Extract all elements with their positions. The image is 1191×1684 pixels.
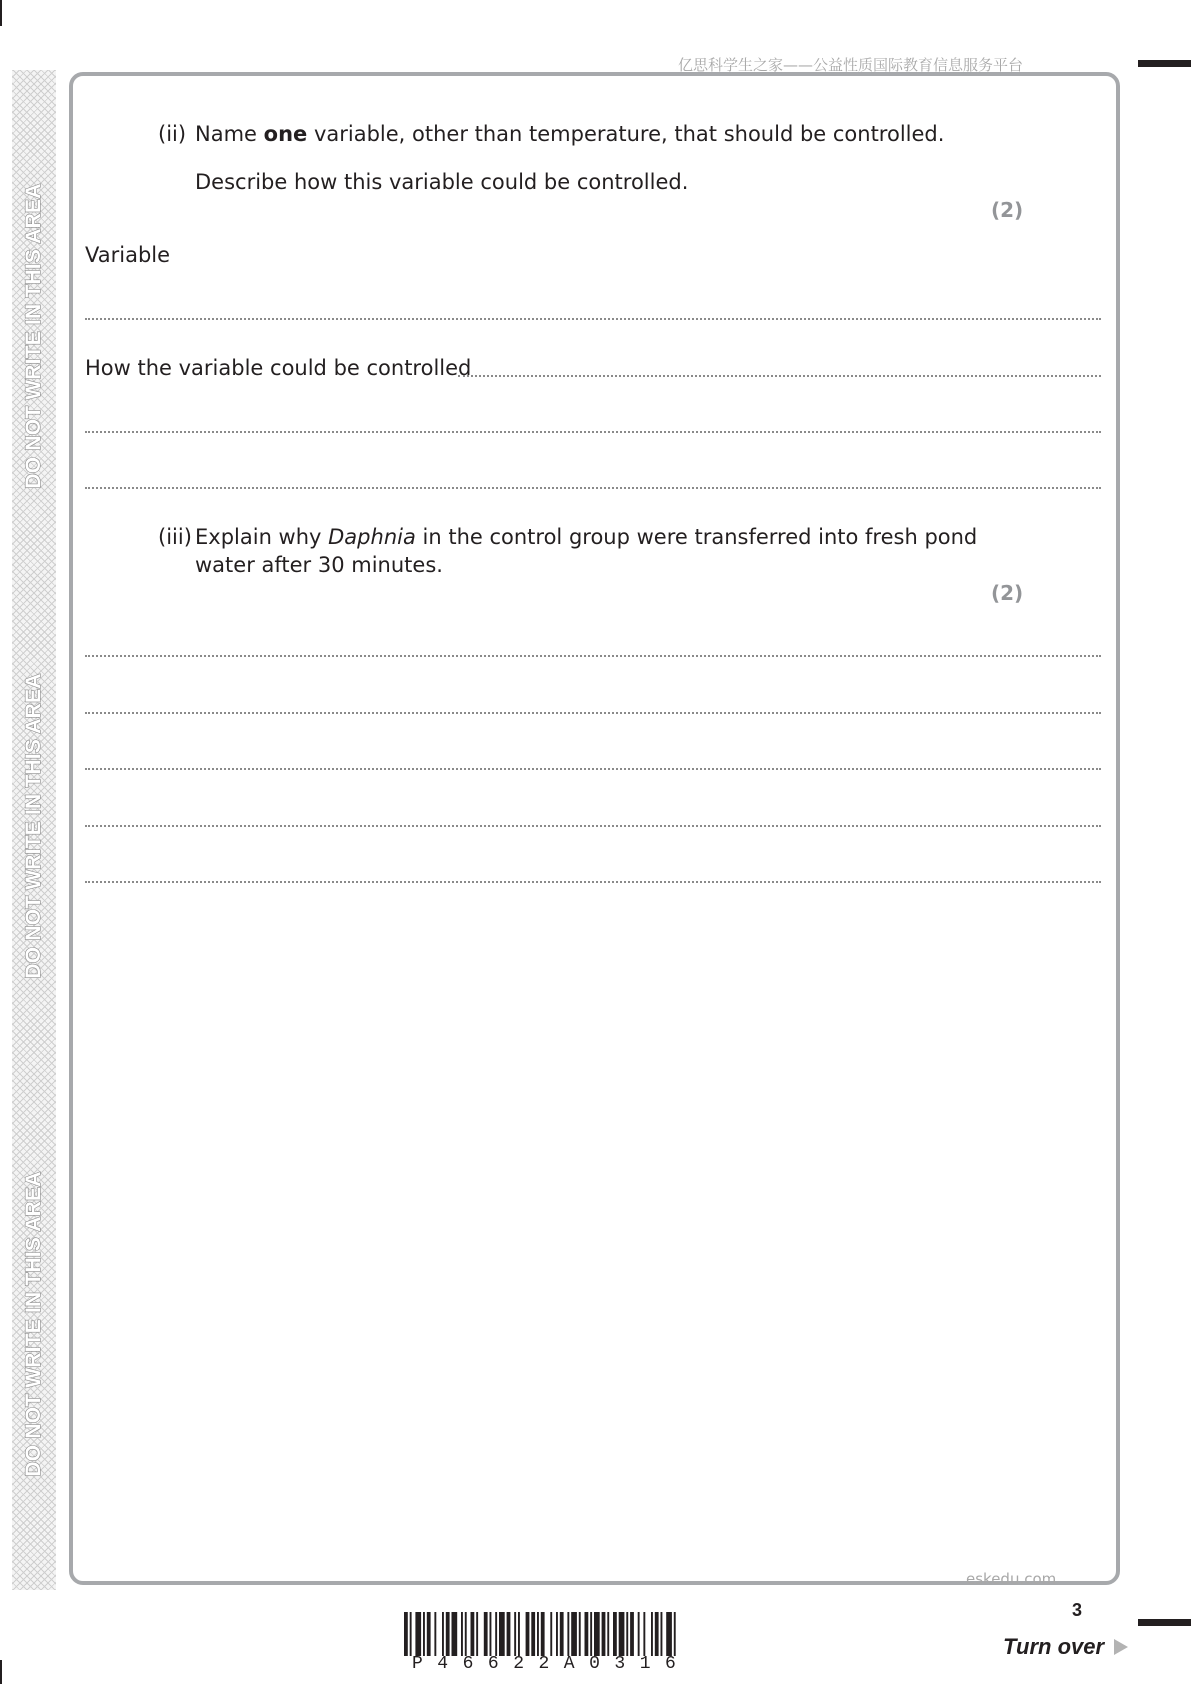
margin-label-middle: DO NOT WRITE IN THIS AREA xyxy=(22,673,45,979)
footer-watermark: eskedu.com xyxy=(966,1570,1057,1588)
margin-label-top: DO NOT WRITE IN THIS AREA xyxy=(22,183,45,489)
barcode-text: P46622A0316 xyxy=(412,1654,691,1674)
crop-mark-top-left xyxy=(0,0,2,26)
answer-line-iii-2[interactable] xyxy=(85,712,1101,714)
answer-line-iii-5[interactable] xyxy=(85,881,1101,883)
margin-label-bottom: DO NOT WRITE IN THIS AREA xyxy=(22,1171,45,1477)
turn-over-label: Turn over xyxy=(1003,1634,1128,1660)
variable-label: Variable xyxy=(85,243,171,267)
answer-line-controlled-1[interactable] xyxy=(458,375,1101,377)
answer-line-variable[interactable] xyxy=(85,318,1101,320)
barcode-icon xyxy=(404,1612,812,1656)
answer-line-iii-3[interactable] xyxy=(85,768,1101,770)
controlled-label: How the variable could be controlled xyxy=(85,356,472,380)
question-ii-prompt: Name one variable, other than temperature, that should be controlled. xyxy=(195,122,945,146)
question-iii-prompt-line2: water after 30 minutes. xyxy=(195,553,443,577)
crop-mark-bottom-left xyxy=(0,1660,2,1684)
answer-line-controlled-3[interactable] xyxy=(85,487,1101,489)
question-iii-number: (iii) xyxy=(158,525,192,549)
question-ii-number: (ii) xyxy=(158,122,187,146)
answer-frame xyxy=(69,72,1120,1585)
crop-mark-top-right xyxy=(1138,60,1191,67)
crop-mark-bottom-right xyxy=(1138,1619,1191,1626)
species-name: Daphnia xyxy=(328,525,416,549)
question-ii-marks: (2) xyxy=(991,198,1024,222)
question-ii-describe: Describe how this variable could be controlled. xyxy=(195,170,689,194)
answer-line-iii-1[interactable] xyxy=(85,655,1101,657)
page-number: 3 xyxy=(1072,1600,1083,1620)
emphasis-one: one xyxy=(263,122,308,146)
answer-line-controlled-2[interactable] xyxy=(85,431,1101,433)
answer-line-iii-4[interactable] xyxy=(85,825,1101,827)
header-watermark: 亿思科学生之家——公益性质国际教育信息服务平台 xyxy=(678,56,1024,74)
question-iii-marks: (2) xyxy=(991,581,1024,605)
turn-over-arrow-icon xyxy=(1114,1639,1128,1655)
question-iii-prompt: Explain why Daphnia in the control group were transferred into fresh pond xyxy=(195,525,978,549)
